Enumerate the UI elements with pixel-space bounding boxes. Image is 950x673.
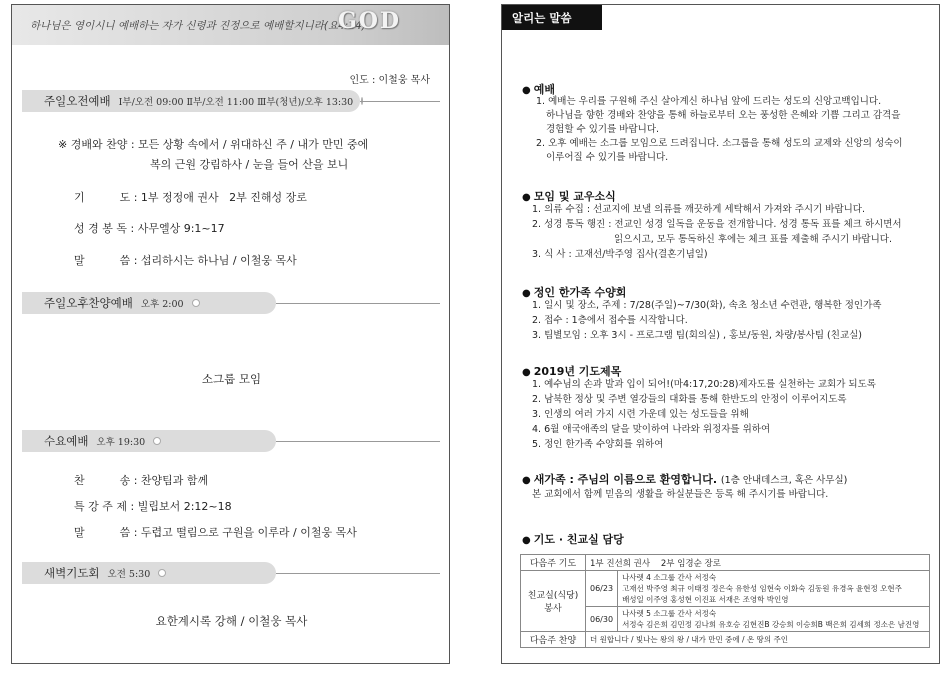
afternoon-content: 소그룹 모임 xyxy=(201,372,262,386)
dawn-prayer-bar xyxy=(22,562,276,584)
divider xyxy=(276,441,440,442)
fellowship-members xyxy=(618,607,930,632)
lecture-row xyxy=(74,498,232,514)
retreat-line-1: 1. 일시 및 장소, 주제 : 7/28(주일)~7/30(화), 속초 청소년 수련관, 행복한 정인가족 xyxy=(532,300,882,311)
worship-order-panel xyxy=(11,4,450,664)
afternoon-service-bar xyxy=(22,292,276,314)
praise-value-2: 복의 근원 강림하사 / 눈을 들어 산을 보니 xyxy=(150,158,349,171)
bullet-icon: ● xyxy=(522,288,531,299)
god-logo: GOD xyxy=(337,8,401,34)
fellowship-line: 나사렛 5 소그룹 간사 서정숙 xyxy=(622,609,717,618)
worship-line-3: 경험할 수 있기를 바랍니다. xyxy=(546,124,660,135)
next-hymn-label: 다음주 찬양 xyxy=(521,632,586,648)
wednesday-sermon-value: 두렵고 떨림으로 구원을 이루라 / 이철웅 목사 xyxy=(140,526,357,539)
hymn-row xyxy=(74,472,208,488)
morning-service-times: Ⅰ부/오전 09:00 Ⅱ부/오전 11:00 Ⅲ부(청년)/오후 13:30 xyxy=(118,97,354,108)
table-row xyxy=(521,632,930,648)
hymn-label: 찬 송 : xyxy=(74,474,138,487)
next-hymn-value: 더 원합니다 / 빛나는 왕의 왕 / 내가 만민 중에 / 온 땅의 주인 xyxy=(586,632,930,648)
reading-row xyxy=(74,220,225,236)
bullet-icon: ● xyxy=(522,85,531,96)
duty-heading-text: 기도 · 친교실 담당 xyxy=(533,533,624,546)
worship-line-2: 하나님을 향한 경배와 찬양을 통해 하늘로부터 오는 풍성한 은혜와 기쁨 그리고 감격을 xyxy=(546,110,901,121)
newcomer-heading xyxy=(522,471,847,487)
duty-heading xyxy=(522,531,624,547)
praise-label: ※ 경배와 찬양 : xyxy=(58,138,135,151)
lecture-value: 빌립보서 2:12~18 xyxy=(137,500,232,513)
worship-heading-text: 예배 xyxy=(533,83,555,96)
news-heading xyxy=(522,188,616,204)
prayer-topics-heading xyxy=(522,363,621,379)
fellowship-line: 배성일 이주영 홍성현 이진표 서재은 조영학 박인영 xyxy=(622,595,789,604)
news-line-4: 3. 식 사 : 고재선/박주영 집사(결혼기념일) xyxy=(532,249,708,260)
praise-row-continued xyxy=(150,156,348,172)
divider xyxy=(276,303,440,304)
prayer-topic-5: 5. 정인 한가족 수양회를 위하여 xyxy=(532,439,664,450)
morning-service-title: 주일오전예배 xyxy=(44,94,111,108)
table-row xyxy=(521,555,930,571)
bullet-icon: ● xyxy=(522,192,531,203)
bullet-icon: ● xyxy=(522,367,531,378)
fellowship-members xyxy=(618,571,930,607)
prayer-topic-4: 4. 6월 애국애족의 달을 맞이하여 나라와 위정자를 위하여 xyxy=(532,424,771,435)
fellowship-line: 서정숙 김은희 김민정 김나희 유호승 김현진B 강승희 이승희B 백은희 김세희 정소은 남진영 xyxy=(622,620,920,629)
hymn-value: 찬양팀과 함께 xyxy=(140,474,209,487)
newcomer-heading-text: 새가족 : 주님의 이름으로 환영합니다. xyxy=(533,473,718,486)
bullet-icon: ● xyxy=(522,535,531,546)
duty-table xyxy=(520,554,930,648)
reading-label: 성 경 봉 독 : xyxy=(74,222,135,235)
morning-service-bar xyxy=(22,90,360,112)
wednesday-service-bar xyxy=(22,430,276,452)
table-row xyxy=(521,571,930,607)
announcements-header: 알리는 말씀 xyxy=(502,5,602,30)
retreat-heading-text: 정인 한가족 수양회 xyxy=(533,286,627,299)
newcomer-line: 본 교회에서 함께 믿음의 생활을 하실분들은 등록 해 주시기를 바랍니다. xyxy=(532,489,829,500)
divider xyxy=(276,573,440,574)
bar-dot-icon xyxy=(153,437,161,445)
sermon-value: 섭리하시는 하나님 / 이철웅 목사 xyxy=(140,254,297,267)
banner-verse: 하나님은 영이시니 예배하는 자가 신령과 진정으로 예배할지니라(요4:24) xyxy=(30,20,366,32)
praise-value: 모든 상황 속에서 / 위대하신 주 / 내가 만민 중에 xyxy=(138,138,369,151)
prayer-label: 기 도 : xyxy=(74,191,138,204)
bullet-icon: ● xyxy=(522,475,531,486)
newcomer-heading-sub: (1층 안내데스크, 혹은 사무실) xyxy=(720,475,848,486)
bar-dot-icon xyxy=(158,569,166,577)
fellowship-label xyxy=(521,571,586,632)
praise-row xyxy=(58,136,368,152)
reading-value: 사무엘상 9:1~17 xyxy=(137,222,225,235)
worship-line-1: 1. 예배는 우리를 구원해 주신 살아계신 하나님 앞에 드리는 성도의 신앙고백입니다. xyxy=(536,96,882,107)
fellowship-line: 고재선 박주영 최규 이태정 정은숙 유한성 임현숙 이화숙 김동원 유경옥 윤현정 오현주 xyxy=(622,584,902,593)
prayer-topic-1: 1. 예수님의 손과 발과 입이 되어!(마4:17,20:28)제자도를 실천하는 교회가 되도록 xyxy=(532,379,876,390)
wednesday-service-title: 수요예배 xyxy=(44,434,89,448)
next-prayer-label: 다음주 기도 xyxy=(521,555,586,571)
prayer-value: 1부 정정애 권사 2부 진해성 장로 xyxy=(140,191,307,204)
sermon-row xyxy=(74,252,297,268)
wednesday-sermon-row xyxy=(74,524,357,540)
worship-line-5: 이루어질 수 있기를 바랍니다. xyxy=(546,152,669,163)
dawn-content: 요한계시록 강해 / 이철웅 목사 xyxy=(155,614,308,628)
sermon-label: 말 씀 : xyxy=(74,254,138,267)
news-line-2: 2. 성경 통독 행진 : 전교인 성경 일독을 운동을 전개합니다. 성경 통독 표를 체크 하시면서 xyxy=(532,219,902,230)
fellowship-label-line1: 친교실(식당) xyxy=(527,591,579,601)
preacher-label: 인도 : 이철웅 목사 xyxy=(349,75,430,86)
news-heading-text: 모임 및 교우소식 xyxy=(533,190,616,203)
fellowship-label-line2: 봉사 xyxy=(544,604,562,614)
dawn-prayer-title: 새벽기도회 xyxy=(44,566,100,580)
afternoon-service-title: 주일오후찬양예배 xyxy=(44,296,133,310)
wednesday-sermon-label: 말 씀 : xyxy=(74,526,138,539)
next-prayer-value: 1부 진선희 권사 2부 임경순 장로 xyxy=(586,555,930,571)
fellowship-line: 나사렛 4 소그룹 간사 서정숙 xyxy=(622,573,717,582)
fellowship-date: 06/30 xyxy=(586,607,618,632)
announcements-panel xyxy=(501,4,940,664)
prayer-row xyxy=(74,189,307,205)
lecture-label: 특 강 주 제 : xyxy=(74,500,135,513)
bar-dot-icon xyxy=(192,299,200,307)
retreat-line-3: 3. 팀별모임 : 오후 3시 - 프로그램 팀(회의실) , 홍보/동원, 차량/봉사팀 (친교실) xyxy=(532,330,863,341)
worship-line-4: 2. 오후 예배는 소그룹 모임으로 드려집니다. 소그룹을 통해 성도의 교제와 신앙의 성숙이 xyxy=(536,138,903,149)
prayer-topics-heading-text: 2019년 기도제목 xyxy=(533,365,622,378)
retreat-line-2: 2. 접수 : 1층에서 접수를 시작합니다. xyxy=(532,315,688,326)
prayer-topic-3: 3. 인생의 여러 가지 시련 가운데 있는 성도들을 위해 xyxy=(532,409,749,420)
scripture-banner xyxy=(12,5,449,45)
prayer-topic-2: 2. 남북한 정상 및 주변 열강들의 대화를 통해 한반도의 안정이 이루어지도록 xyxy=(532,394,847,405)
divider xyxy=(360,101,440,102)
news-line-3: 읽으시고, 모두 통독하신 후에는 체크 표를 제출해 주시기 바랍니다. xyxy=(614,234,892,245)
fellowship-date: 06/23 xyxy=(586,571,618,607)
news-line-1: 1. 의류 수집 : 선교지에 보낼 의류를 깨끗하게 세탁해서 가져와 주시기 바랍니다. xyxy=(532,204,865,215)
wednesday-service-time: 오후 19:30 xyxy=(96,437,146,448)
afternoon-service-time: 오후 2:00 xyxy=(140,299,184,310)
retreat-heading xyxy=(522,284,626,300)
dawn-prayer-time: 오전 5:30 xyxy=(107,569,151,580)
